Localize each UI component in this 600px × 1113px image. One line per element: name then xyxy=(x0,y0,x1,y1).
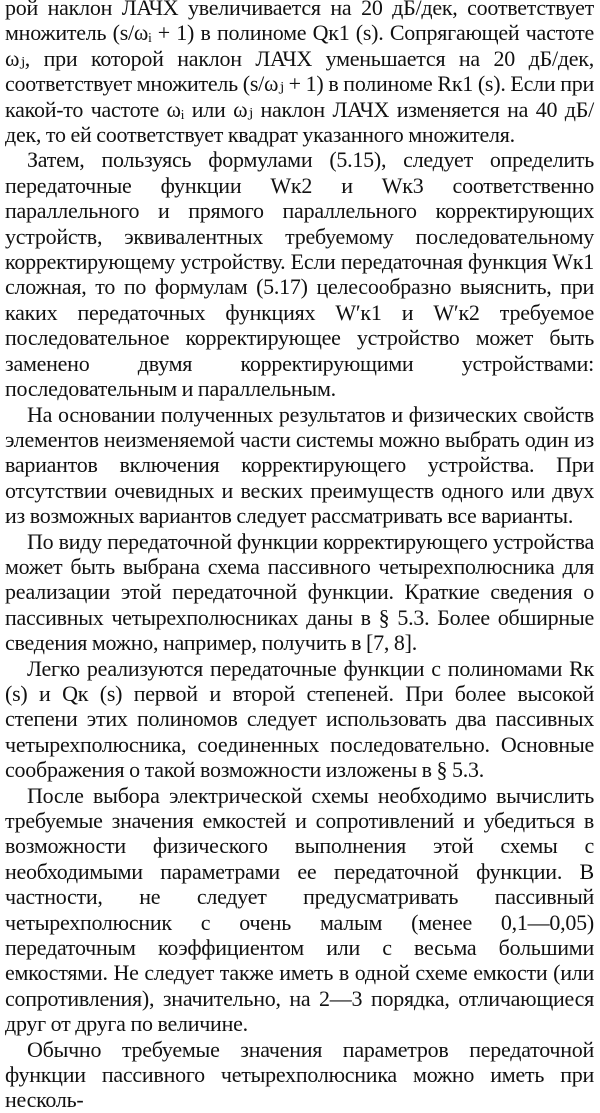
paragraph-passive-quadripole: По виду передаточной функции корректирующего устройства может быть выбрана схема пассивного четырехполюсника для реализации этой передаточной функции. Краткие сведения о пассивных четырехполюсниках даны в § 5.3. Более обширные сведения можно, например, получить в [7, 8]. xyxy=(5,528,594,656)
paragraph-transfer-functions: Затем, пользуясь формулами (5.15), следует определить передаточные функции Wк2 и Wк3 соответственно параллельного и прямого параллельного корректирующих устройств, эквивалентных требуемому последовательному корректирующему устройству. Если передаточная функция Wк1 сложная, то по формулам (5.17) целесообразно выяснить, при каких передаточных функциях W′к1 и W′к2 требуемое последовательное корректирующее устройство может быть заменено двумя корректирующими устройствами: последовательным и параллельным. xyxy=(5,147,594,402)
paragraph-choice-of-variant: На основании полученных результатов и физических свойств элементов неизменяемой части системы можно выбрать один из вариантов включения корректирующего устройства. При отсутствии очевидных и веских преимуществ одного или двух из возможных вариантов следует рассматривать все варианты. xyxy=(5,401,594,529)
paragraph-continuation: рой наклон ЛАЧХ увеличивается на 20 дБ/дек, соответствует множитель (s/ωᵢ + 1) в полиноме Qк1 (s). Сопрягающей частоте ωⱼ, при которой наклон ЛАЧХ уменьшается на 20 дБ/дек, соответствует множитель (s/ωⱼ + 1) в полиноме Rк1 (s). Если при какой-то частоте ωᵢ или ωⱼ наклон ЛАЧХ изменяется на 40 дБ/дек, то ей соответствует квадрат указанного множителя. xyxy=(5,0,594,148)
paragraph-final-fragment: Обычно требуемые значения параметров передаточной функции пассивного четырехполюсника можно иметь при несколь- xyxy=(5,1036,594,1113)
paragraph-circuit-parameters: После выбора электрической схемы необходимо вычислить требуемые значения емкостей и сопротивлений и убедиться в возможности физического выполнения этой схемы с необходимыми параметрами ее передаточной функции. В частности, не следует предусматривать пассивный четырехполюсник с очень малым (менее 0,1—0,05) передаточным коэффициентом или с весьма большими емкостями. Не следует также иметь в одной схеме емкости (или сопротивления), значительно, на 2—3 порядка, отличающиеся друг от друга по величине. xyxy=(5,782,594,1037)
paragraph-polynomial-degree: Легко реализуются передаточные функции с полиномами Rк (s) и Qк (s) первой и второй степеней. При более высокой степени этих полиномов следует использовать два пассивных четырехполюсника, соединенных последовательно. Основные соображения о такой возможности изложены в § 5.3. xyxy=(5,655,594,783)
